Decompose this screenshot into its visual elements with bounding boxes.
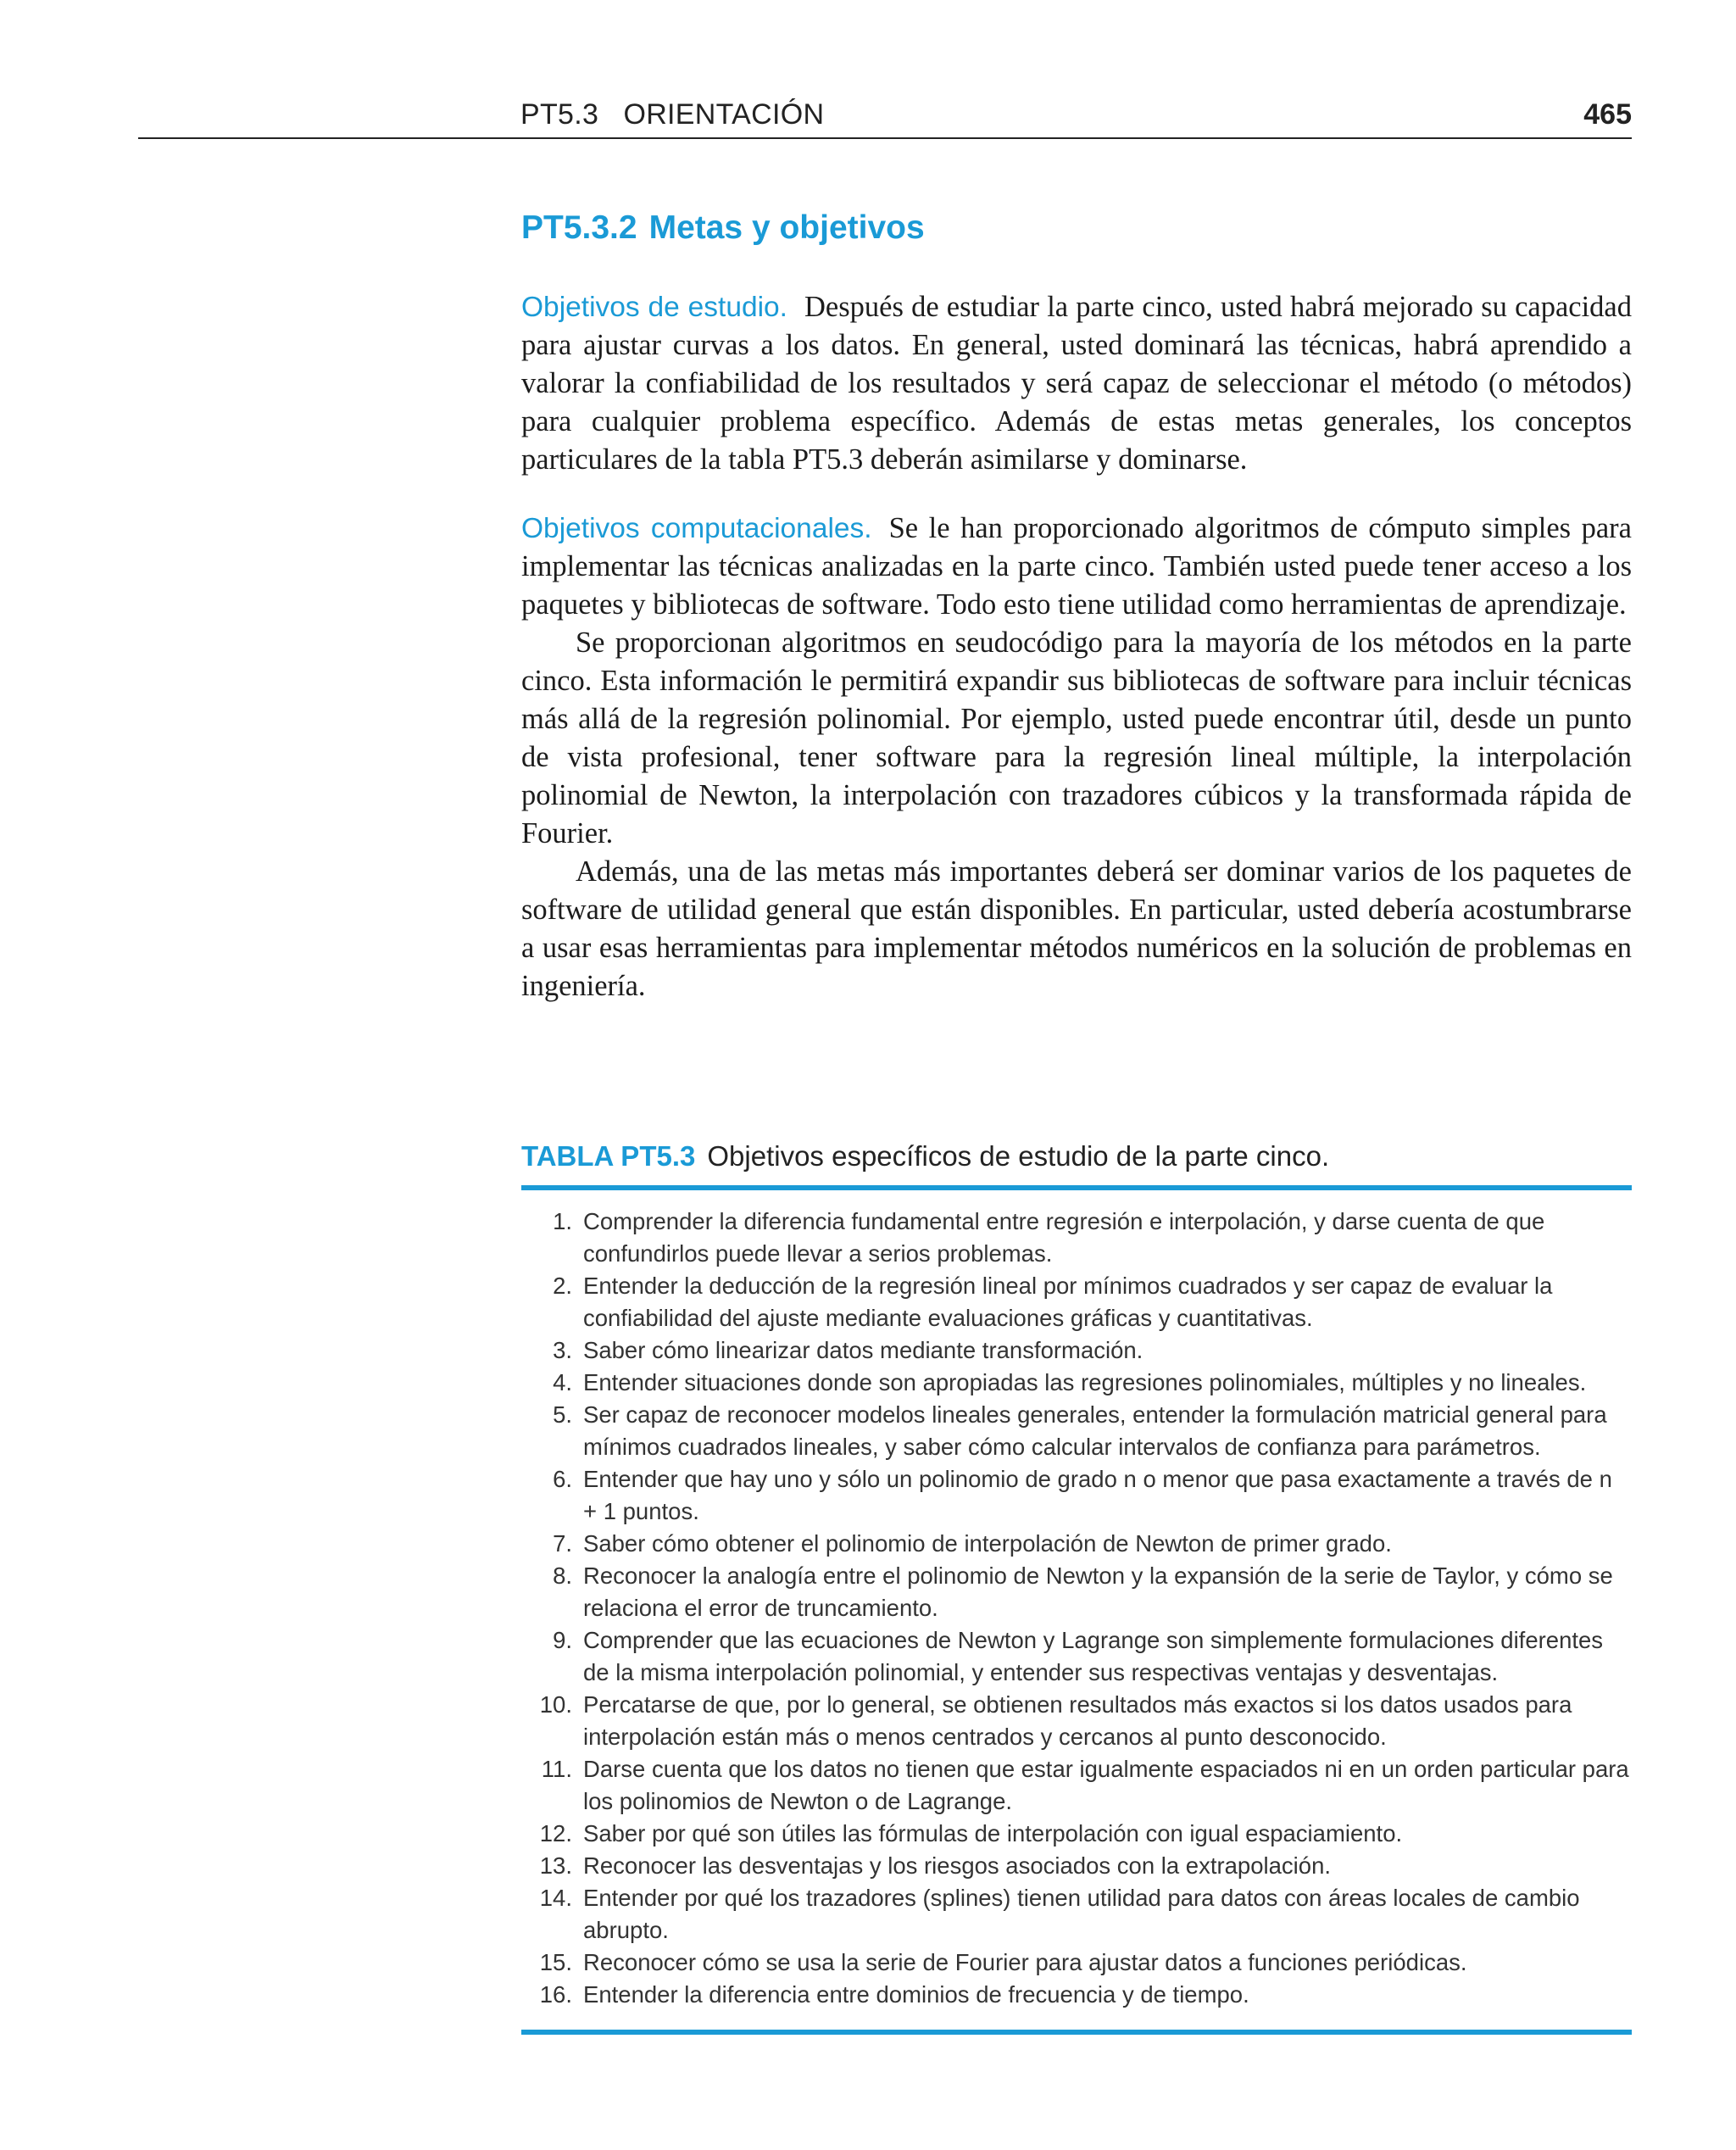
objective-item: [521, 1689, 1632, 1753]
objective-number: 4.: [553, 1369, 572, 1395]
objective-text: Saber por qué son útiles las fórmulas de interpolación con igual espaciamiento.: [583, 1820, 1403, 1846]
objective-item: [521, 1560, 1632, 1624]
objective-number: 6.: [553, 1466, 572, 1492]
computational-objectives-text: Se le han proporcionado algoritmos de cómputo simples para implementar las técnicas analizadas en la parte cinco. También usted puede tener acceso a los paquetes y bibliotecas de software. Todo esto tiene utilidad como herramientas de aprendizaje.: [521, 512, 1632, 621]
objective-text: Comprender que las ecuaciones de Newton y Lagrange son simplemente formulaciones diferentes de la misma interpolación polinomial, y entender sus respectivas ventajas y desventajas.: [583, 1627, 1604, 1685]
software-packages-paragraph: Además, una de las metas más importantes deberá ser dominar varios de los paquetes de software de utilidad general que están disponibles. En particular, usted debería acostumbrarse a usar esas herramientas para implementar métodos numéricos en la solución de problemas en ingeniería.: [521, 855, 1632, 1002]
objective-text: Percatarse de que, por lo general, se obtienen resultados más exactos si los datos usados para interpolación están más o menos centrados y cercanos al punto desconocido.: [583, 1691, 1572, 1750]
objective-number: 13.: [539, 1852, 572, 1879]
objective-number: 10.: [539, 1691, 572, 1718]
objective-item: [521, 1463, 1632, 1528]
main-content: [521, 203, 1632, 1005]
study-objectives-paragraph: [521, 288, 1632, 479]
objectives-table: [521, 1136, 1632, 2035]
objective-number: 8.: [553, 1562, 572, 1589]
objective-text: Darse cuenta que los datos no tienen que estar igualmente espaciados ni en un orden particular para los polinomios de Newton o de Lagrange.: [583, 1756, 1629, 1814]
section-title: Metas y objetivos: [648, 209, 925, 246]
objective-number: 7.: [553, 1530, 572, 1557]
computational-objectives-lead: Objetivos computacionales.: [521, 513, 872, 544]
objective-text: Reconocer las desventajas y los riesgos asociados con la extrapolación.: [583, 1852, 1332, 1879]
pseudocode-paragraph: Se proporcionan algoritmos en seudocódigo para la mayoría de los métodos en la parte cinco. Esta información le permitirá expandir sus bibliotecas de software para incluir técnicas más allá de la regresión polinomial. Por ejemplo, usted puede encontrar útil, desde un punto de vista profesional, tener software para la regresión lineal múltiple, la interpolación polinomial de Newton, la interpolación con trazadores cúbicos y la transformada rápida de Fourier.: [521, 627, 1632, 849]
objective-number: 16.: [539, 1981, 572, 2008]
objective-text: Reconocer cómo se usa la serie de Fourier para ajustar datos a funciones periódicas.: [583, 1949, 1467, 1975]
objective-text: Entender la deducción de la regresión lineal por mínimos cuadrados y ser capaz de evaluar la confiabilidad del ajuste mediante evaluaciones gráficas y cuantitativas.: [583, 1273, 1553, 1331]
objective-number: 1.: [553, 1208, 572, 1234]
objective-item: [521, 1979, 1632, 2011]
objective-text: Saber cómo linearizar datos mediante transformación.: [583, 1337, 1143, 1363]
objective-text: Entender por qué los trazadores (splines) tienen utilidad para datos con áreas locales de cambio abrupto.: [583, 1885, 1580, 1943]
objectives-list: [521, 1206, 1632, 2011]
objective-item: [521, 1528, 1632, 1560]
objective-text: Saber cómo obtener el polinomio de interpolación de Newton de primer grado.: [583, 1530, 1392, 1557]
objective-text: Ser capaz de reconocer modelos lineales generales, entender la formulación matricial general para mínimos cuadrados lineales, y saber cómo calcular intervalos de confianza para parámetros.: [583, 1401, 1607, 1460]
objective-number: 3.: [553, 1337, 572, 1363]
table-tag: TABLA PT5.3: [521, 1140, 696, 1172]
table-caption-text: Objetivos específicos de estudio de la parte cinco.: [707, 1140, 1330, 1172]
study-objectives-text: Después de estudiar la parte cinco, usted habrá mejorado su capacidad para ajustar curvas a los datos. En general, usted dominará las técnicas, habrá aprendido a valorar la confiabilidad de los resultados y será capaz de seleccionar el método (o métodos) para cualquier problema específico. Además de estas metas generales, los conceptos particulares de la tabla PT5.3 deberán asimilarse y dominarse.: [521, 291, 1632, 476]
objective-text: Comprender la diferencia fundamental entre regresión e interpolación, y darse cuenta de que confundirlos puede llevar a serios problemas.: [583, 1208, 1545, 1267]
objective-number: 5.: [553, 1401, 572, 1428]
objective-item: [521, 1334, 1632, 1367]
objective-number: 14.: [539, 1885, 572, 1911]
section-heading: [521, 203, 1632, 253]
objective-number: 15.: [539, 1949, 572, 1975]
study-objectives-lead: Objetivos de estudio.: [521, 292, 787, 323]
running-head: PT5.3 ORIENTACIÓN: [520, 98, 825, 131]
objective-item: [521, 1947, 1632, 1979]
objective-text: Reconocer la analogía entre el polinomio de Newton y la expansión de la serie de Taylor, y cómo se relaciona el error de truncamiento.: [583, 1562, 1613, 1621]
objective-item: [521, 1206, 1632, 1270]
page-header: [138, 93, 1632, 139]
section-number: PT5.3.2: [521, 209, 637, 246]
objective-item: [521, 1850, 1632, 1882]
objective-number: 2.: [553, 1273, 572, 1299]
objective-number: 9.: [553, 1627, 572, 1653]
table-caption: [521, 1136, 1632, 1190]
objective-item: [521, 1399, 1632, 1463]
objective-text: Entender que hay uno y sólo un polinomio de grado n o menor que pasa exactamente a través de n + 1 puntos.: [583, 1466, 1612, 1524]
objective-item: [521, 1270, 1632, 1334]
table-bottom-rule: [521, 2030, 1632, 2035]
objective-item: [521, 1367, 1632, 1399]
objective-text: Entender situaciones donde son apropiadas las regresiones polinomiales, múltiples y no lineales.: [583, 1369, 1587, 1395]
objective-text: Entender la diferencia entre dominios de frecuencia y de tiempo.: [583, 1981, 1249, 2008]
page-number: 465: [1583, 98, 1632, 131]
objective-number: 11.: [541, 1756, 572, 1782]
objective-item: [521, 1882, 1632, 1947]
objective-item: [521, 1818, 1632, 1850]
objective-number: 12.: [539, 1820, 572, 1846]
computational-objectives-paragraph: [521, 510, 1632, 624]
objective-item: [521, 1753, 1632, 1818]
objective-item: [521, 1624, 1632, 1689]
